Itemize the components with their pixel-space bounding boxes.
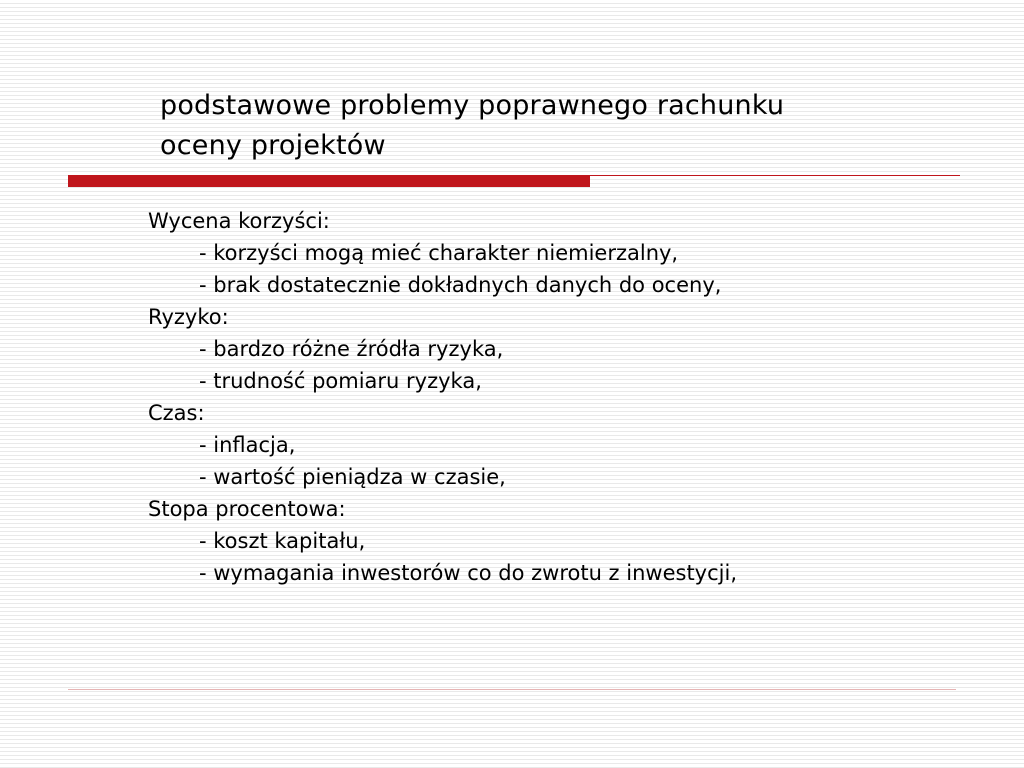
section-item: - bardzo różne źródła ryzyka, <box>199 337 504 361</box>
section-benefit-valuation <box>148 205 968 301</box>
section-label: Ryzyko: <box>148 305 229 329</box>
section-label: Wycena korzyści: <box>148 209 330 233</box>
section-item: - koszt kapitału, <box>199 529 366 553</box>
slide-title-line-1: podstawowe problemy poprawnego rachunku <box>160 90 785 121</box>
section-item: - korzyści mogą mieć charakter niemierzalny, <box>199 241 679 265</box>
title-divider-accent-bar <box>68 176 590 187</box>
section-item: - brak dostatecznie dokładnych danych do oceny, <box>199 273 722 297</box>
slide-body <box>148 205 968 589</box>
section-item: - trudność pomiaru ryzyka, <box>199 369 482 393</box>
section-item: - wymagania inwestorów co do zwrotu z inwestycji, <box>199 561 737 585</box>
title-divider <box>68 175 960 187</box>
section-time <box>148 397 968 493</box>
section-item: - wartość pieniądza w czasie, <box>199 465 506 489</box>
footer-divider <box>68 689 956 690</box>
section-interest-rate <box>148 493 968 589</box>
section-item: - inflacja, <box>199 433 296 457</box>
slide-title-line-2: oceny projektów <box>160 130 386 161</box>
section-label: Czas: <box>148 401 205 425</box>
slide-title <box>160 86 980 166</box>
section-risk <box>148 301 968 397</box>
section-label: Stopa procentowa: <box>148 497 346 521</box>
